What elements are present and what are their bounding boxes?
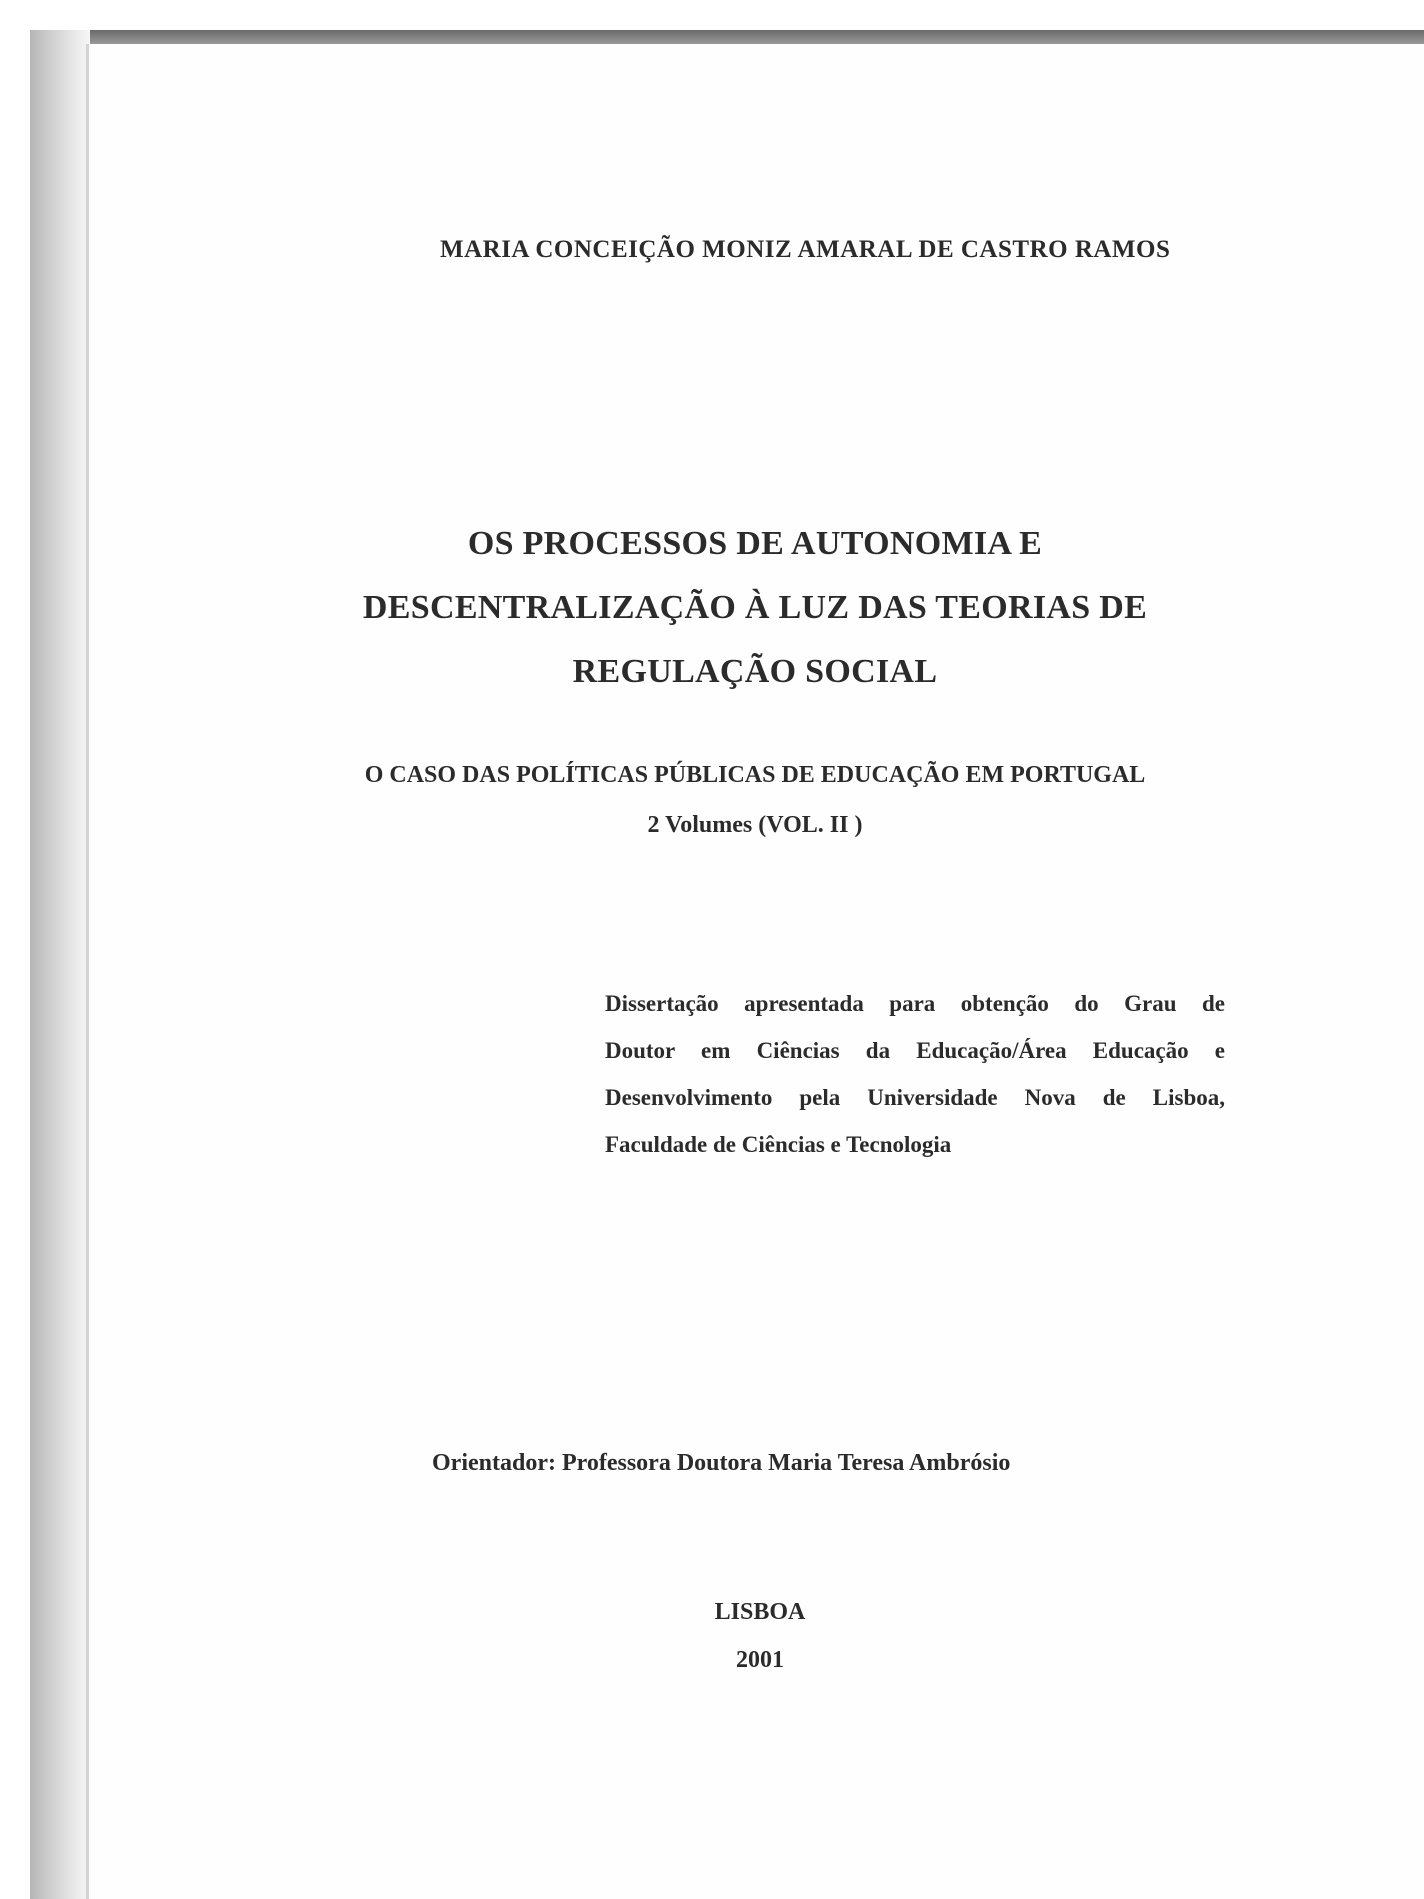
dissertation-line: Doutor em Ciências da Educação/Área Educação e [605, 1038, 1225, 1063]
scan-left-shadow [30, 30, 90, 1899]
dissertation-line: Dissertação apresentada para obtenção do Grau de [605, 991, 1225, 1016]
author-name: MARIA CONCEIÇÃO MONIZ AMARAL DE CASTRO RAMOS [440, 236, 1171, 263]
title-line: REGULAÇÃO SOCIAL [572, 653, 938, 690]
title-line: OS PROCESSOS DE AUTONOMIA E [467, 525, 1043, 562]
thesis-subtitle-block [300, 750, 1210, 850]
thesis-subtitle: O CASO DAS POLÍTICAS PÚBLICAS DE EDUCAÇÃO EM PORTUGAL [364, 762, 1146, 788]
advisor: Orientador: Professora Doutora Maria Teresa Ambrósio [432, 1450, 1011, 1476]
scan-top-shadow [30, 30, 1424, 44]
city: LISBOA [714, 1599, 806, 1625]
dissertation-statement [605, 980, 1225, 1168]
title-line: DESCENTRALIZAÇÃO À LUZ DAS TEORIAS DE [362, 589, 1148, 626]
volume-info: 2 Volumes (VOL. II ) [647, 812, 863, 838]
page-left-edge [86, 44, 89, 1899]
dissertation-line: Desenvolvimento pela Universidade Nova de Lisboa, [605, 1085, 1225, 1110]
dissertation-line: Faculdade de Ciências e Tecnologia [605, 1132, 952, 1157]
place-and-date [600, 1588, 920, 1684]
year: 2001 [736, 1647, 784, 1673]
thesis-title [300, 512, 1210, 704]
